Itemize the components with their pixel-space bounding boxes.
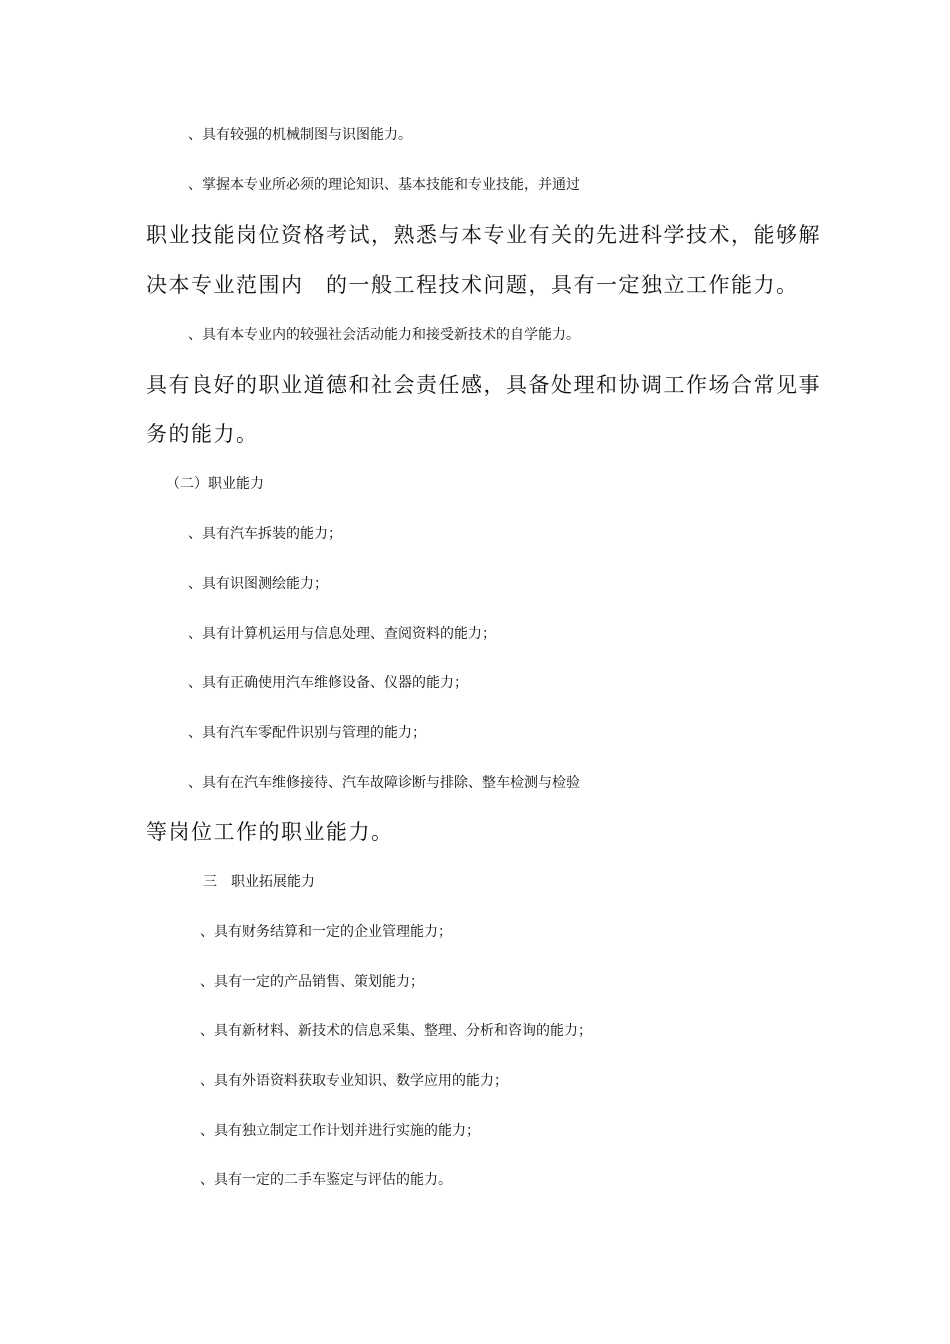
list-item: 、具有一定的二手车鉴定与评估的能力。 — [200, 1172, 452, 1188]
list-item: 、具有独立制定工作计划并进行实施的能力； — [200, 1123, 480, 1139]
list-item: 、具有一定的产品销售、策划能力； — [200, 974, 424, 990]
list-item: 、具有汽车拆装的能力； — [188, 526, 342, 542]
paragraph-line: 职业技能岗位资格考试，熟悉与本专业有关的先进科学技术，能够解 — [146, 223, 821, 247]
list-item: 、具有新材料、新技术的信息采集、整理、分析和咨询的能力； — [200, 1023, 592, 1039]
paragraph-line: 、具有在汽车维修接待、汽车故障诊断与排除、整车检测与检验 — [188, 775, 580, 791]
list-item: 、具有计算机运用与信息处理、查阅资料的能力； — [188, 626, 496, 642]
list-item: 、具有较强的机械制图与识图能力。 — [188, 127, 412, 143]
list-item: 、具有外语资料获取专业知识、数学应用的能力； — [200, 1073, 508, 1089]
paragraph-line: 等岗位工作的职业能力。 — [146, 820, 394, 844]
list-item: 、具有财务结算和一定的企业管理能力； — [200, 924, 452, 940]
paragraph-line: 务的能力。 — [146, 422, 259, 446]
paragraph-line: 、掌握本专业所必须的理论知识、基本技能和专业技能，并通过 — [188, 177, 580, 193]
list-item: 、具有汽车零配件识别与管理的能力； — [188, 725, 426, 741]
paragraph-line: 、具有本专业内的较强社会活动能力和接受新技术的自学能力。 — [188, 327, 580, 343]
list-item: 、具有识图测绘能力； — [188, 576, 328, 592]
list-item: 、具有正确使用汽车维修设备、仪器的能力； — [188, 675, 468, 691]
paragraph-line: 具有良好的职业道德和社会责任感，具备处理和协调工作场合常见事 — [146, 373, 821, 397]
section-heading: （二）职业能力 — [166, 476, 264, 492]
section-heading: 三 职业拓展能力 — [203, 874, 315, 890]
paragraph-line: 决本专业范围内 的一般工程技术问题，具有一定独立工作能力。 — [146, 273, 799, 297]
